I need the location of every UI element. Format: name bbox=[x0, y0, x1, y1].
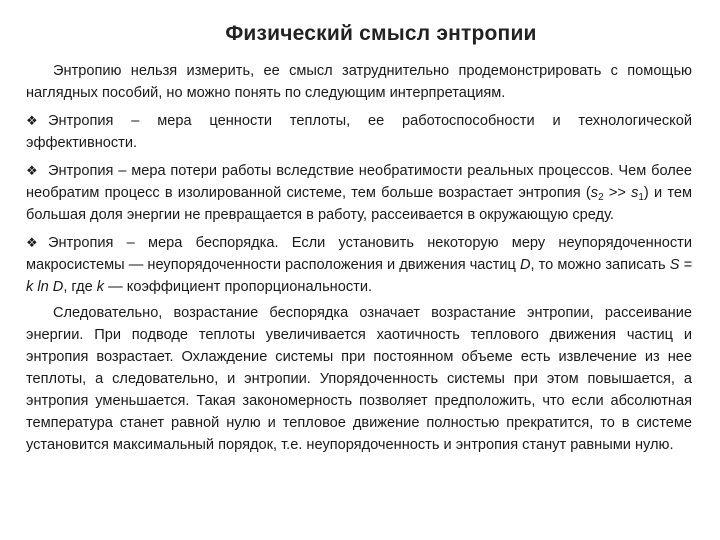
symbol-s2-sub: 2 bbox=[598, 192, 604, 203]
intro-paragraph: Энтропию нельзя измерить, ее смысл затруднительно продемонстрировать с помощью наглядных пособий, но можно понять по следующим интерпретациям. bbox=[26, 63, 692, 101]
diamond-bullet-icon: ❖ bbox=[26, 163, 38, 178]
page-title: Физический смысл энтропии bbox=[225, 22, 537, 45]
diamond-bullet-icon: ❖ bbox=[26, 235, 38, 250]
bullet-text-disorder: Энтропия – мера беспорядка. Если установить некоторую меру неупорядоченности макросистемы — неупорядоченности расположения и движения частиц bbox=[26, 235, 692, 273]
bullet-text-disorder-mid: , то можно записать bbox=[530, 257, 670, 273]
diamond-bullet-icon: ❖ bbox=[26, 113, 38, 128]
greater-sign: >> bbox=[603, 185, 632, 201]
symbol-k: k bbox=[96, 279, 105, 295]
entropy-formula: S = k ln D bbox=[26, 257, 693, 295]
symbol-s2: s bbox=[590, 185, 599, 201]
symbol-s1: s bbox=[631, 185, 639, 201]
bullet-item-value bbox=[26, 110, 692, 154]
symbol-d: D bbox=[519, 257, 531, 273]
bullet-text-value: Энтропия – мера ценности теплоты, ее работоспособности и технологической эффективности. bbox=[26, 113, 692, 151]
conclusion-paragraph: Следовательно, возрастание беспорядка означает возрастание энтропии, рассеивание энергии. При подводе теплоты увеличивается хаотичность теплового движения частиц и энтропия возрастает. Охлаждение системы при постоянном объеме есть извлечение из нее теплоты, а следовательно, и энтропии. Упорядоченность системы при этом повышается, а энтропия уменьшается. Такая закономерность позволяет предположить, что если абсолютная температура станет равной нулю и тепловое движение полностью прекратится, то в системе установится максимальный порядок, т.е. неупорядоченность и энтропия станут равными нулю. bbox=[26, 305, 692, 453]
bullet-text-disorder-end: — коэффициент пропорциональности. bbox=[104, 279, 373, 295]
bullet-item-loss bbox=[26, 160, 692, 226]
symbol-s1-sub: 1 bbox=[638, 192, 644, 203]
bullet-text-disorder-mid2: , где bbox=[63, 279, 97, 295]
bullet-text-loss-end: ) и тем большая доля энергии не превращается в работу, рассеивается в окружающую среду. bbox=[26, 185, 692, 223]
bullet-text-loss: Энтропия – мера потери работы вследствие необратимости реальных процессов. Чем более необратим процесс в изолированной системе, тем больше возрастает энтропия ( bbox=[26, 163, 692, 201]
bullet-item-disorder bbox=[26, 232, 692, 298]
